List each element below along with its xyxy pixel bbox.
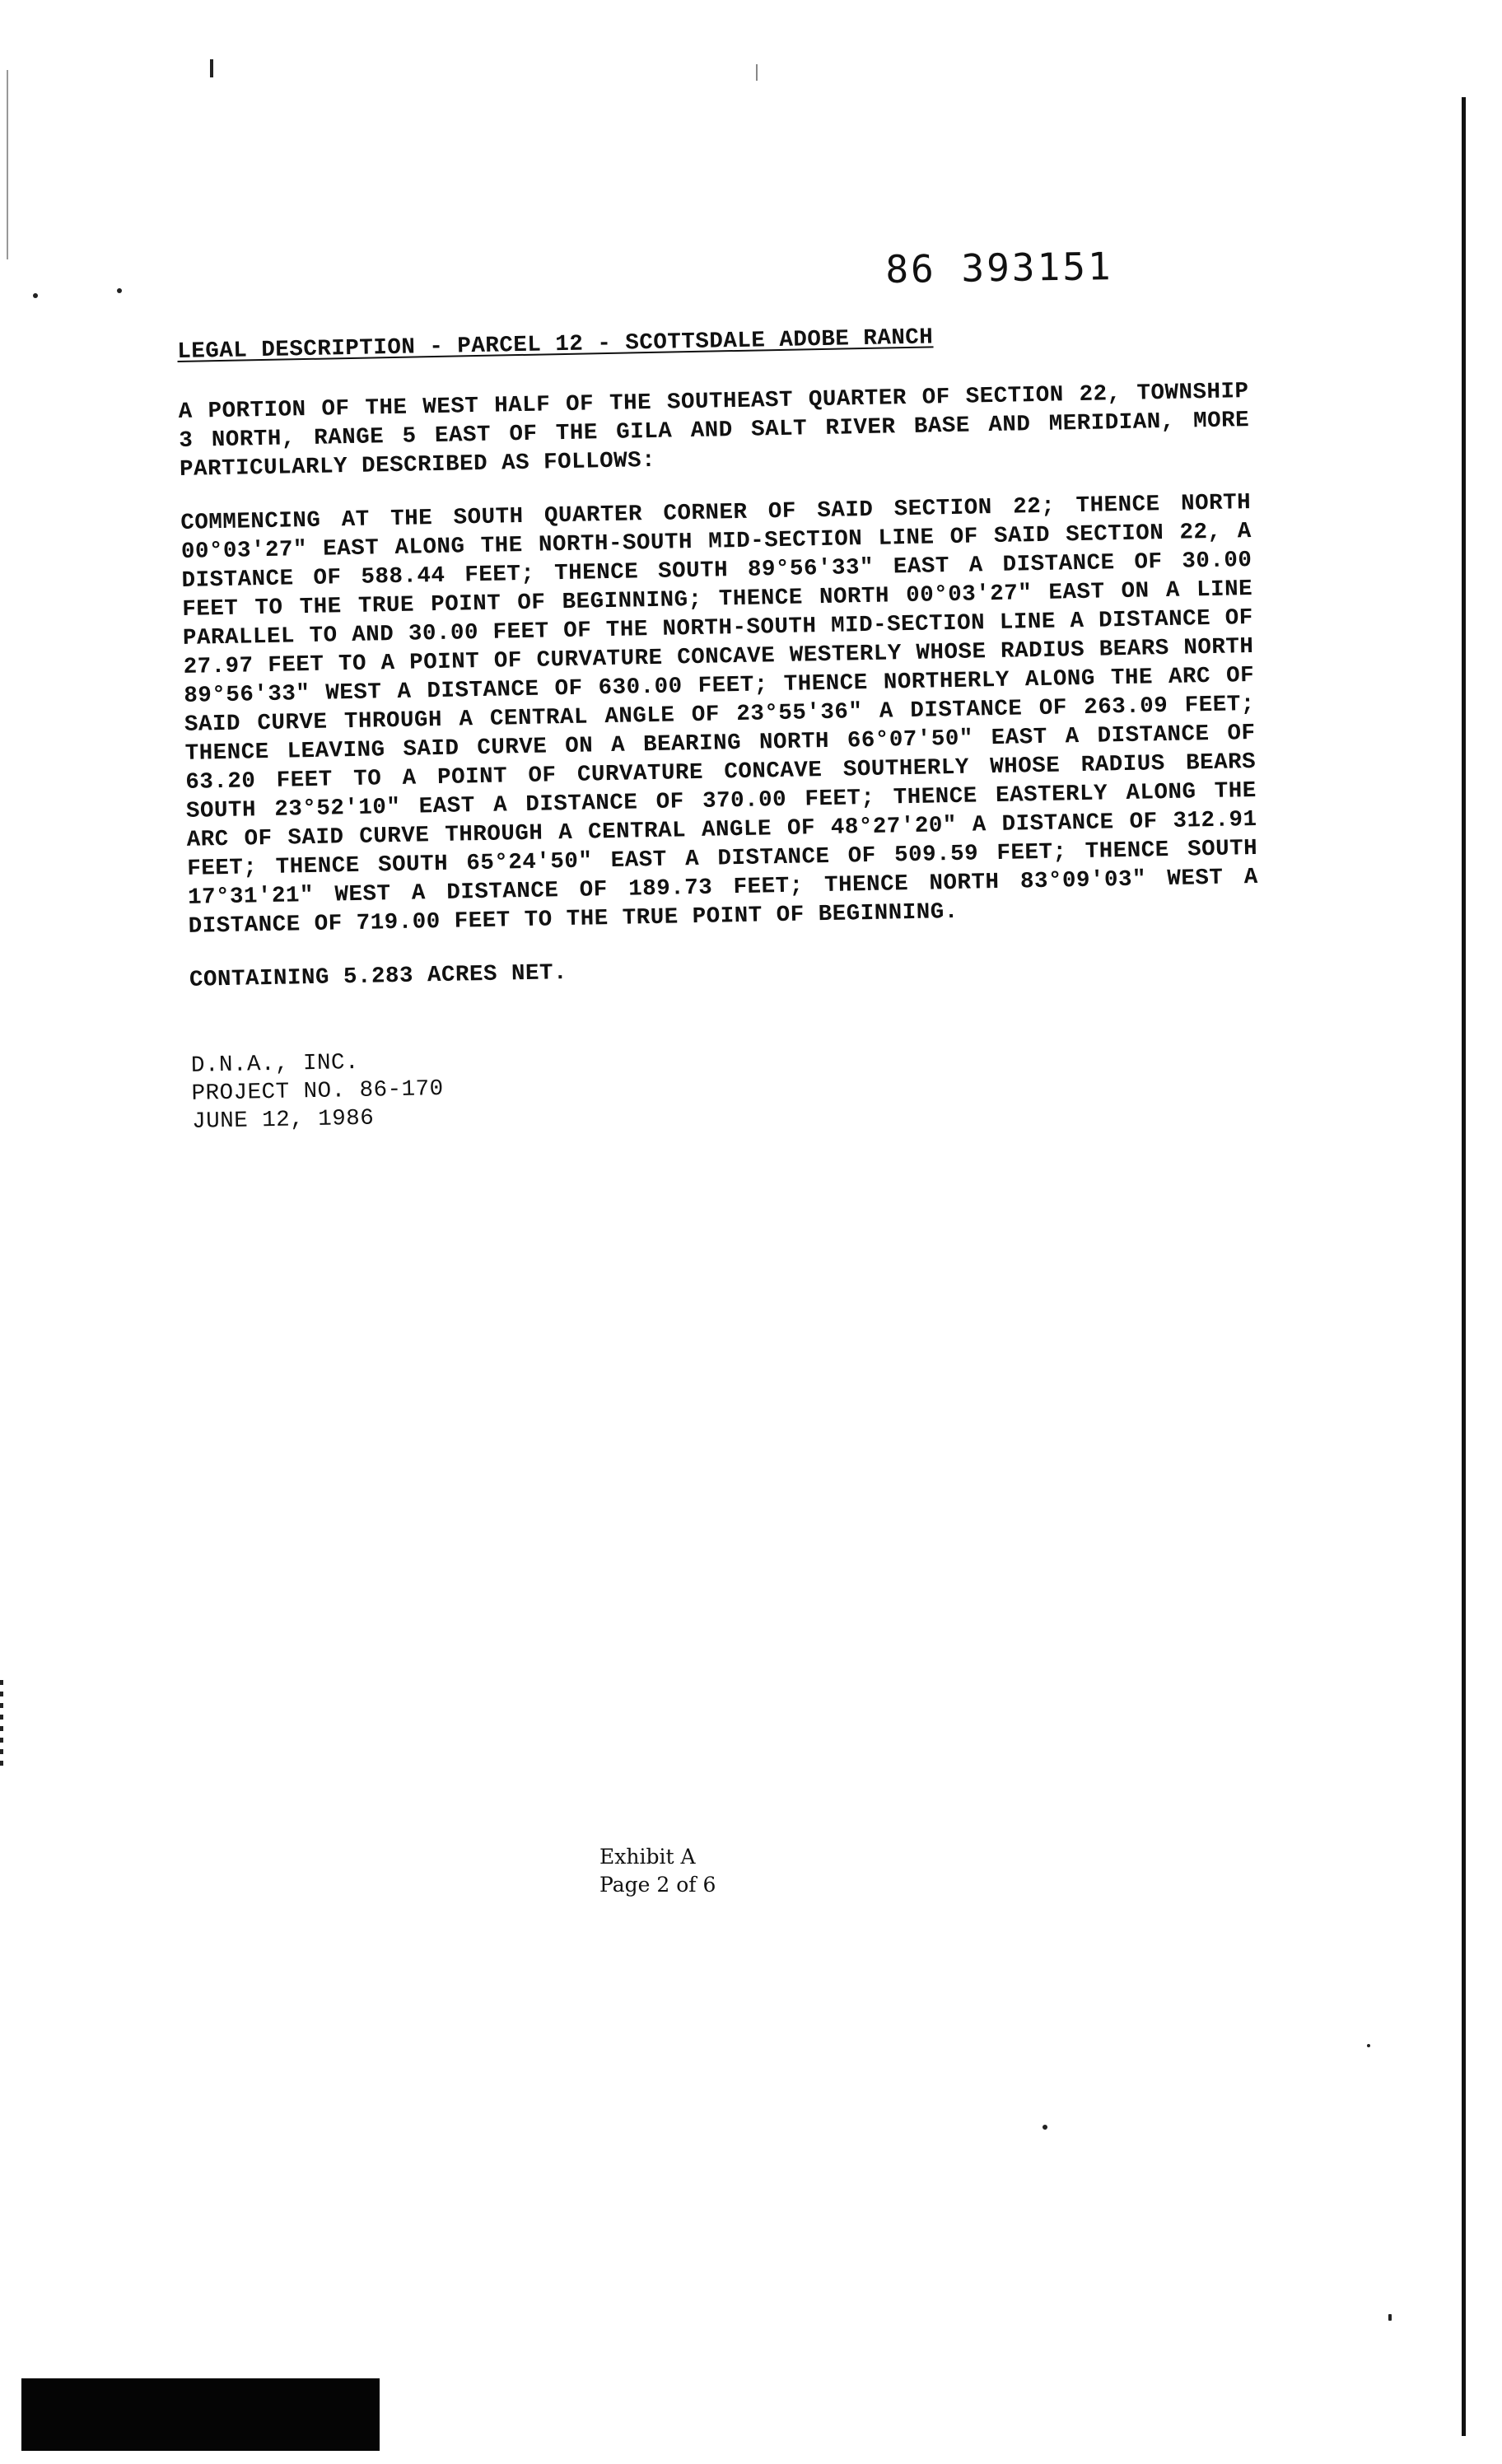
document-date: JUNE 12, 1986 bbox=[191, 1105, 375, 1135]
exhibit-label: Exhibit A bbox=[599, 1845, 696, 1869]
scan-edge-right bbox=[1462, 97, 1466, 2436]
containing-acreage: CONTAINING 5.283 ACRES NET. bbox=[189, 960, 568, 993]
project-number: PROJECT NO. 86-170 bbox=[191, 1076, 444, 1107]
page-title: LEGAL DESCRIPTION - PARCEL 12 - SCOTTSDALE ADOBE RANCH bbox=[177, 324, 934, 365]
scan-speck bbox=[1043, 2125, 1047, 2130]
scan-speck bbox=[33, 293, 38, 298]
body-paragraph: COMMENCING AT THE SOUTH QUARTER CORNER OF SAID SECTION 22; THENCE NORTH 00°03'27" EAST ALONG THE NORTH-SOUTH MID-SECTION LINE OF SAID SECTION 22, A DISTANCE OF 588.44 FEET; THENCE SOUTH 89°56'33" EAST A DISTANCE OF 30.00 FEET TO THE TRUE POINT OF BEGINNING; THENCE NORTH 00°03'27" EAST ON A LINE PARALLEL TO AND 30.00 FEET OF THE NORTH-SOUTH MID-SECTION LINE A DISTANCE OF 27.97 FEET TO A POINT OF CURVATURE CONCAVE WESTERLY WHOSE RADIUS BEARS NORTH 89°56'33" WEST A DISTANCE OF 630.00 FEET; THENCE NORTHERLY ALONG THE ARC OF SAID CURVE THROUGH A CENTRAL ANGLE OF 23°55'36" A DISTANCE OF 263.09 FEET; THENCE LEAVING SAID CURVE ON A BEARING NORTH 66°07'50" EAST A DISTANCE OF 63.20 FEET TO A POINT OF CURVATURE CONCAVE SOUTHERLY WHOSE RADIUS BEARS SOUTH 23°52'10" EAST A DISTANCE OF 370.00 FEET; THENCE EASTERLY ALONG THE ARC OF SAID CURVE THROUGH A CENTRAL ANGLE OF 48°27'20" A DISTANCE OF 312.91 FEET; THENCE SOUTH 65°24'50" EAST A DISTANCE OF 509.59 FEET; THENCE SOUTH 17°31'21" WEST A DISTANCE OF 189.73 FEET; THENCE NORTH 83°09'03" WEST A DISTANCE OF 719.00 FEET TO THE TRUE POINT OF BEGINNING. bbox=[180, 490, 1259, 940]
scan-mark bbox=[756, 64, 758, 81]
scan-edge-left bbox=[7, 70, 8, 259]
legal-description bbox=[177, 317, 1262, 1136]
document-number: 86 393151 bbox=[885, 244, 1113, 292]
intro-paragraph: A PORTION OF THE WEST HALF OF THE SOUTHEAST QUARTER OF SECTION 22, TOWNSHIP 3 NORTH, RANGE 5 EAST OF THE GILA AND SALT RIVER BASE AND MERIDIAN, MORE PARTICULARLY DESCRIBED AS FOLLOWS: bbox=[178, 379, 1250, 483]
company-block bbox=[191, 1032, 1263, 1136]
scan-speck bbox=[1388, 2314, 1392, 2321]
exhibit-footer bbox=[599, 1843, 716, 1899]
scan-speck bbox=[1367, 2044, 1370, 2047]
page-number: Page 2 of 6 bbox=[599, 1873, 716, 1897]
scan-mark bbox=[210, 59, 213, 77]
scan-edge-marks bbox=[0, 1680, 3, 1771]
redaction-block bbox=[21, 2378, 380, 2451]
company-name: D.N.A., INC. bbox=[190, 1049, 360, 1079]
scan-speck bbox=[117, 288, 122, 293]
